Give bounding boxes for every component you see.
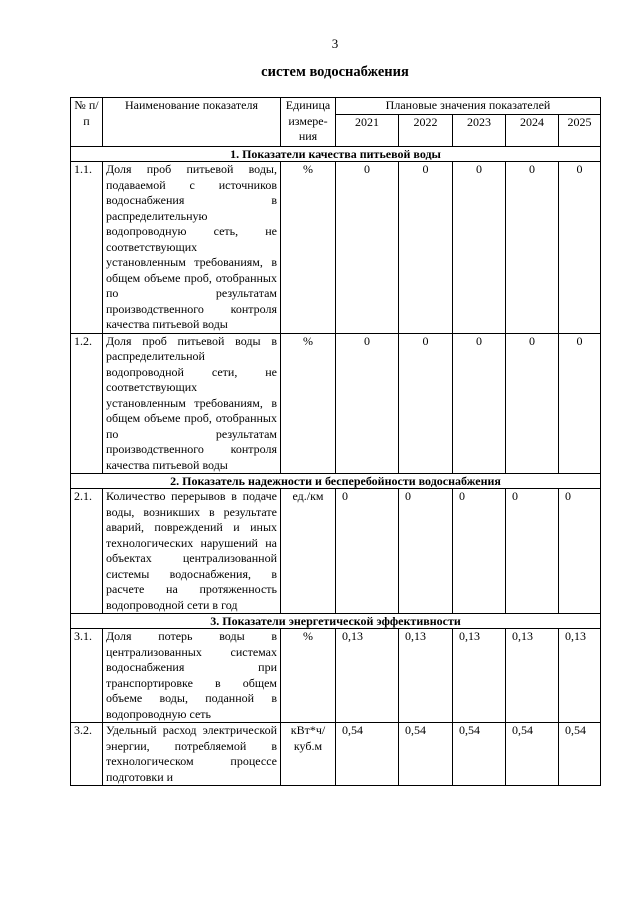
value-cell: 0,13: [506, 629, 559, 723]
value-cell: 0: [559, 162, 601, 334]
table-row: [71, 162, 601, 334]
section-title: 3. Показатели энергетической эффективности: [71, 614, 601, 629]
value-cell: 0: [506, 162, 559, 334]
table-row: [71, 723, 601, 786]
header-year: 2024: [506, 114, 559, 146]
value-cell: 0: [506, 333, 559, 474]
value-cell: 0: [506, 489, 559, 614]
unit-cell: %: [281, 162, 336, 334]
value-cell: 0,54: [506, 723, 559, 786]
value-cell: 0,54: [399, 723, 453, 786]
indicators-table: [70, 97, 601, 786]
section-row: [71, 614, 601, 629]
section-title: 1. Показатели качества питьевой воды: [71, 147, 601, 162]
document-title: систем водоснабжения: [261, 64, 409, 80]
value-cell: 0,13: [336, 629, 399, 723]
value-cell: 0,54: [336, 723, 399, 786]
value-cell: 0: [336, 333, 399, 474]
header-year: 2025: [559, 114, 601, 146]
value-cell: 0: [559, 333, 601, 474]
value-cell: 0: [399, 489, 453, 614]
header-year: 2022: [399, 114, 453, 146]
value-cell: 0,54: [453, 723, 506, 786]
value-cell: 0,54: [559, 723, 601, 786]
row-number: 3.2.: [71, 723, 103, 786]
header-year: 2023: [453, 114, 506, 146]
table-row: [71, 489, 601, 614]
section-row: [71, 147, 601, 162]
unit-cell: %: [281, 629, 336, 723]
value-cell: 0: [453, 162, 506, 334]
value-cell: 0: [399, 333, 453, 474]
unit-cell: кВт*ч/ куб.м: [281, 723, 336, 786]
indicator-name: Количество перерывов в подаче воды, возникших в результате аварий, повреждений и иных технологических нарушений на объектах централизованной системы водоснабжения, в расчете на протяженность водопроводной сети в год: [103, 489, 281, 614]
section-title: 2. Показатель надежности и бесперебойности водоснабжения: [71, 474, 601, 489]
header-row: [71, 98, 601, 115]
section-row: [71, 474, 601, 489]
row-number: 2.1.: [71, 489, 103, 614]
page-number: 3: [331, 36, 339, 51]
table-row: [71, 629, 601, 723]
header-name: Наименование показателя: [103, 98, 281, 147]
value-cell: 0: [559, 489, 601, 614]
value-cell: 0: [336, 489, 399, 614]
indicator-name: Доля потерь воды в централизованных системах водоснабжения при транспортировке в общем объеме воды, поданной в водопроводную сеть: [103, 629, 281, 723]
header-year: 2021: [336, 114, 399, 146]
row-number: 3.1.: [71, 629, 103, 723]
header-unit: Единица измере-ния: [281, 98, 336, 147]
value-cell: 0: [399, 162, 453, 334]
header-planned: Плановые значения показателей: [336, 98, 601, 115]
header-num: № п/п: [71, 98, 103, 147]
value-cell: 0: [453, 333, 506, 474]
indicator-name: Доля проб питьевой воды в распределительной водопроводной сети, не соответствующих установленным требованиям, в общем объеме проб, отобранных по результатам производственного контроля качества питьевой воды: [103, 333, 281, 474]
value-cell: 0: [336, 162, 399, 334]
value-cell: 0: [453, 489, 506, 614]
row-number: 1.2.: [71, 333, 103, 474]
value-cell: 0,13: [399, 629, 453, 723]
unit-cell: %: [281, 333, 336, 474]
row-number: 1.1.: [71, 162, 103, 334]
table-row: [71, 333, 601, 474]
value-cell: 0,13: [559, 629, 601, 723]
indicator-name: Доля проб питьевой воды, подаваемой с источников водоснабжения в распределительную водопроводную сеть, не соответствующих установленным требованиям, в общем объеме проб, отобранных по результатам производственного контроля качества питьевой воды: [103, 162, 281, 334]
indicator-name: Удельный расход электрической энергии, потребляемой в технологическом процессе подготовки и: [103, 723, 281, 786]
unit-cell: ед./км: [281, 489, 336, 614]
value-cell: 0,13: [453, 629, 506, 723]
